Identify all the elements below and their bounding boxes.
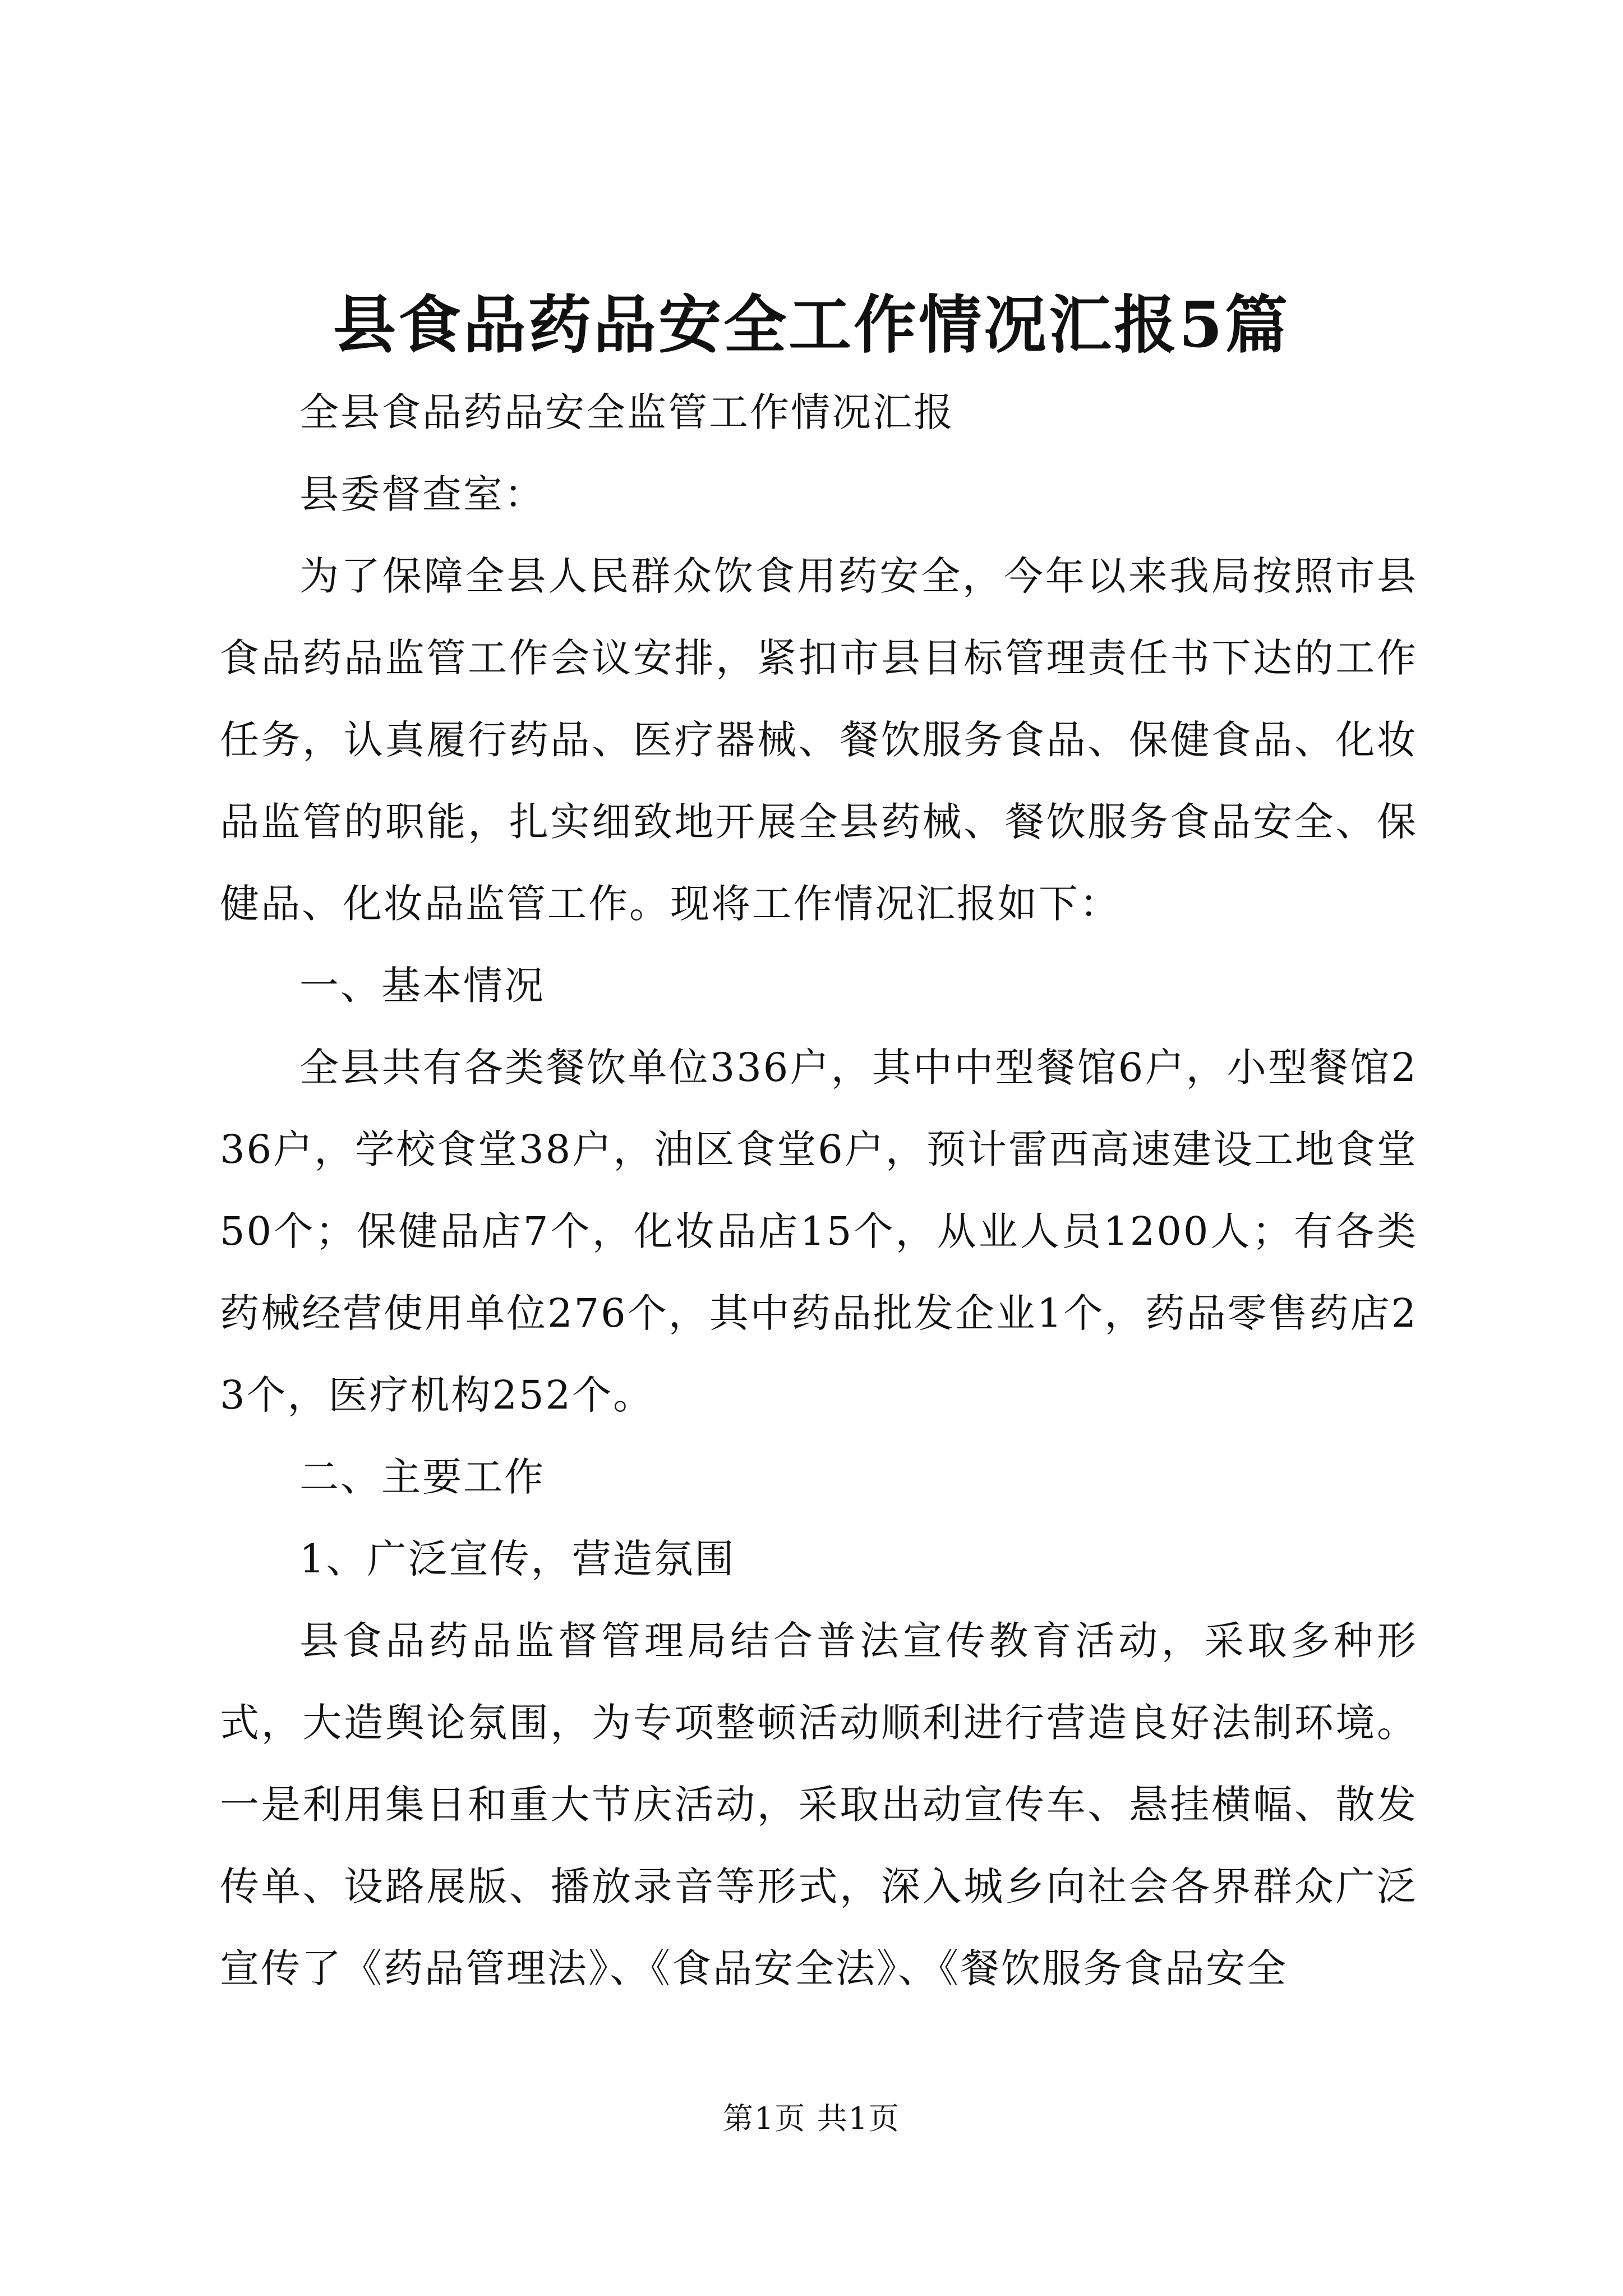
body-paragraph: 为了保障全县人民群众饮食用药安全，今年以来我局按照市县食品药品监管工作会议安排，紧扣市县目标管理责任书下达的工作任务，认真履行药品、医疗器械、餐饮服务食品、保健食品、化妆品监管的职能，扎实细致地开展全县药械、餐饮服务食品安全、保健品、化妆品监管工作。现将工作情况汇报如下： xyxy=(220,553,1418,927)
report-subtitle: 全县食品药品安全监管工作情况汇报 xyxy=(299,389,955,435)
document-body xyxy=(220,371,1418,2009)
body-paragraph: 县食品药品监督管理局结合普法宣传教育活动，采取多种形式，大造舆论氛围，为专项整顿活动顺利进行营造良好法制环境。一是利用集日和重大节庆活动，采取出动宣传车、悬挂横幅、散发传单、设路展版、播放录音等形式，深入城乡向社会各界群众广泛宣传了《药品管理法》、《食品安全法》、《餐饮服务食品安全 xyxy=(220,1618,1418,1991)
section-heading-main-work: 二、主要工作 xyxy=(299,1454,545,1500)
recipient-line: 县委督查室： xyxy=(299,471,545,517)
document-title: 县食品药品安全工作情况汇报5篇 xyxy=(333,288,1290,362)
section-heading-basic: 一、基本情况 xyxy=(299,963,545,1009)
subsection-heading: 1、广泛宣传，营造氛围 xyxy=(299,1536,736,1582)
page-footer: 第1页 共1页 xyxy=(723,2101,900,2136)
body-paragraph: 全县共有各类餐饮单位336户，其中中型餐馆6户，小型餐馆236户，学校食堂38户，油区食堂6户，预计雷西高速建设工地食堂50个；保健品店7个，化妆品店15个，从业人员1200人；有各类药械经营使用单位276个，其中药品批发企业1个，药品零售药店23个，医疗机构252个。 xyxy=(220,1045,1418,1418)
